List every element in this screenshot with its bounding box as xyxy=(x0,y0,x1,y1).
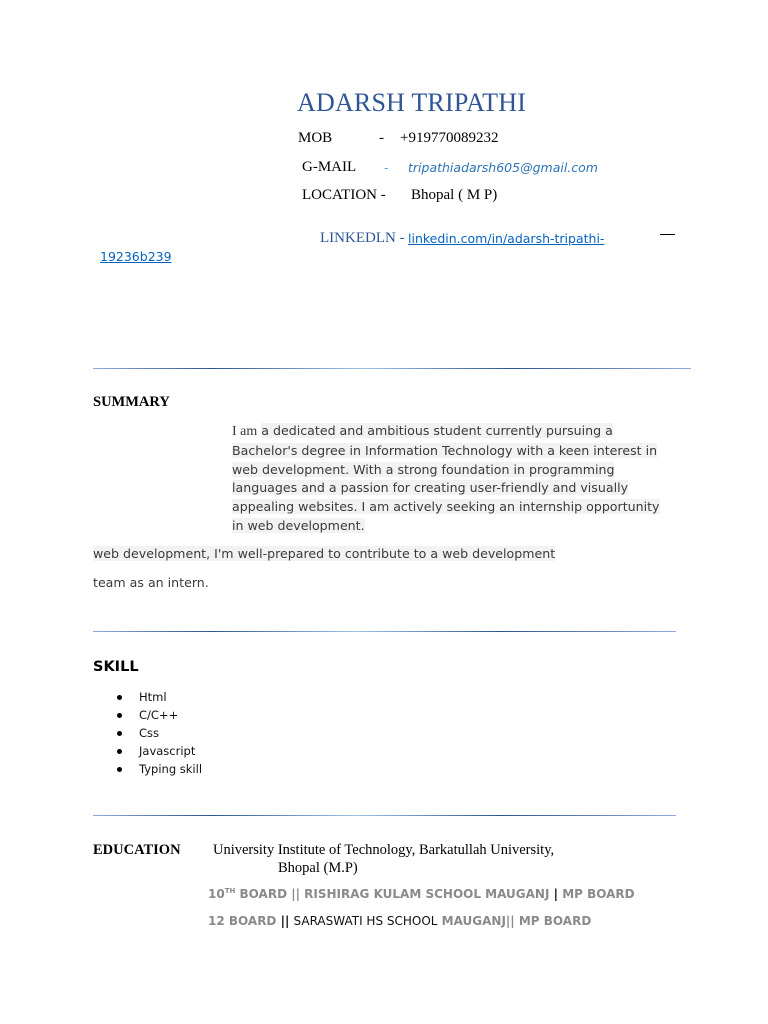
board-10-board: MP BOARD xyxy=(562,887,635,901)
resume-name: ADARSH TRIPATHI xyxy=(297,88,527,117)
skill-item: Css xyxy=(115,724,202,742)
education-title: EDUCATION xyxy=(93,842,181,858)
summary-line-3: team as an intern. xyxy=(93,575,209,590)
summary-intro: I am xyxy=(232,424,258,439)
mob-separator: - xyxy=(379,130,384,146)
university-line-1: University Institute of Technology, Barkatullah University, xyxy=(213,842,555,858)
linkedin-link[interactable]: linkedin.com/in/adarsh-tripathi- xyxy=(408,231,605,246)
gmail-separator: - xyxy=(384,160,389,175)
mob-value: +919770089232 xyxy=(400,130,499,146)
summary-title: SUMMARY xyxy=(93,394,170,410)
board-10-row xyxy=(208,887,635,901)
board-12-row xyxy=(208,914,591,928)
board-12-rest: MAUGANJ|| MP BOARD xyxy=(441,914,592,928)
university-line-2: Bhopal (M.P) xyxy=(278,860,358,876)
gmail-value[interactable]: tripathiadarsh605@gmail.com xyxy=(408,160,598,175)
board-10-suffix: TH xyxy=(224,887,236,895)
skill-item: Javascript xyxy=(115,742,202,760)
board-12-school: SARASWATI HS SCHOOL xyxy=(293,914,438,928)
divider-header xyxy=(93,368,691,369)
board-12-pipes: || xyxy=(280,914,290,928)
board-10-number: 10 xyxy=(208,887,225,901)
mob-label: MOB xyxy=(298,130,333,146)
board-10-school: BOARD || RISHIRAG KULAM SCHOOL MAUGANJ xyxy=(235,887,550,901)
stray-dash xyxy=(660,234,675,235)
skill-list xyxy=(115,688,202,778)
summary-paragraph xyxy=(232,422,672,536)
linkedin-label: LINKEDLN - xyxy=(320,230,405,246)
skill-item: Typing skill xyxy=(115,760,202,778)
board-10-pipe: | xyxy=(553,887,558,901)
location-label: LOCATION - xyxy=(302,187,386,203)
location-value: Bhopal ( M P) xyxy=(411,187,498,203)
summary-body: a dedicated and ambitious student currently pursuing a Bachelor's degree in Information Technology with a keen interest in web development. With a strong foundation in programming languages and a passion for creating user-friendly and visually appealing websites. I am actively seeking an internship opportunity in web development. xyxy=(232,423,660,533)
divider-summary xyxy=(93,631,676,632)
linkedin-link-continued[interactable]: 19236b239 xyxy=(100,249,172,264)
board-12-label: 12 BOARD xyxy=(208,914,277,928)
skill-item: Html xyxy=(115,688,202,706)
gmail-label: G-MAIL xyxy=(302,159,357,175)
skill-item: C/C++ xyxy=(115,706,202,724)
summary-line-2: web development, I'm well-prepared to contribute to a web development xyxy=(93,546,556,561)
skill-title: SKILL xyxy=(93,659,139,675)
divider-skills xyxy=(93,815,676,816)
